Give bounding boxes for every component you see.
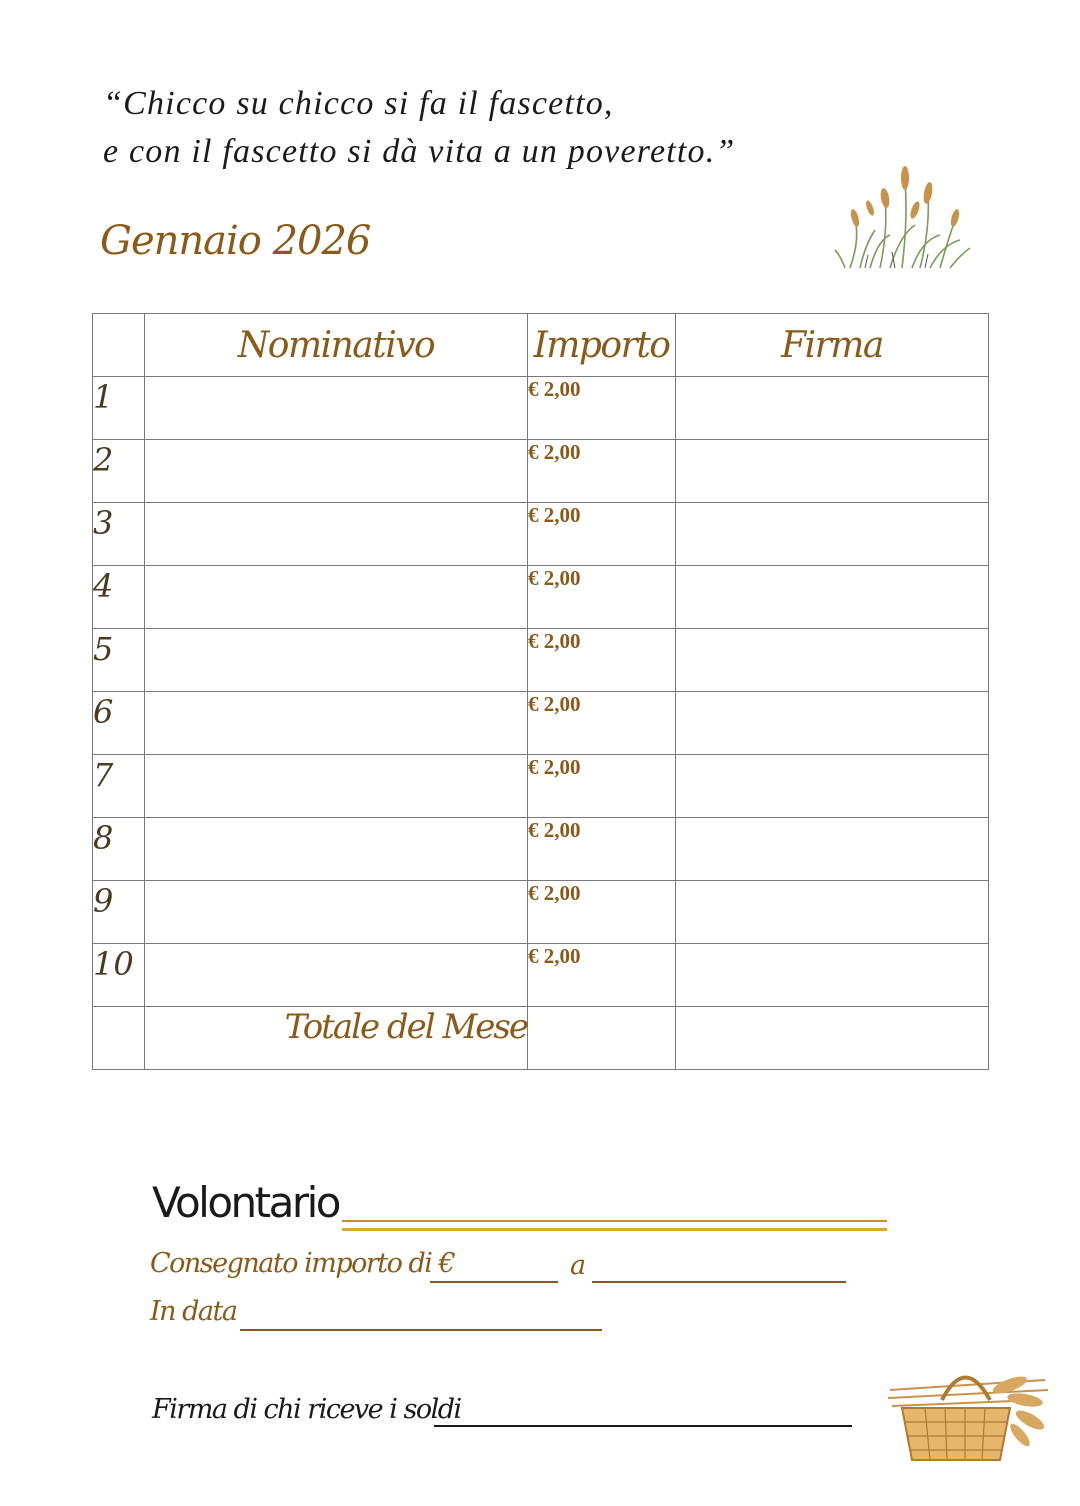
row-number: 8 xyxy=(93,818,145,881)
firma-cell[interactable] xyxy=(676,818,989,881)
importo-cell: € 2,00 xyxy=(528,944,676,1007)
firma-cell[interactable] xyxy=(676,566,989,629)
table-row xyxy=(93,755,989,818)
firma-cell[interactable] xyxy=(676,944,989,1007)
nominativo-cell[interactable] xyxy=(145,629,528,692)
table-row xyxy=(93,566,989,629)
row-number: 1 xyxy=(93,377,145,440)
nominativo-cell[interactable] xyxy=(145,503,528,566)
nominativo-cell[interactable] xyxy=(145,881,528,944)
consegnato-label: Consegnato importo di € xyxy=(150,1248,455,1279)
row-number: 4 xyxy=(93,566,145,629)
consegnato-amount-line[interactable] xyxy=(430,1281,558,1283)
importo-cell: € 2,00 xyxy=(528,692,676,755)
quote-line-1: “Chicco su chicco si fa il fascetto, xyxy=(103,85,614,122)
total-label: Totale del Mese xyxy=(145,1007,528,1070)
volontario-label: Volontario xyxy=(152,1178,339,1227)
firma-cell[interactable] xyxy=(676,629,989,692)
importo-cell: € 2,00 xyxy=(528,629,676,692)
header-firma: Firma xyxy=(676,314,989,377)
nominativo-cell[interactable] xyxy=(145,566,528,629)
quote xyxy=(103,80,736,176)
importo-cell: € 2,00 xyxy=(528,818,676,881)
importo-cell: € 2,00 xyxy=(528,881,676,944)
nominativo-cell[interactable] xyxy=(145,377,528,440)
table-row xyxy=(93,944,989,1007)
total-amount-cell[interactable] xyxy=(528,1007,676,1070)
table-row xyxy=(93,377,989,440)
importo-cell: € 2,00 xyxy=(528,566,676,629)
row-number: 3 xyxy=(93,503,145,566)
wheat-grass-icon xyxy=(830,160,975,275)
row-number: 7 xyxy=(93,755,145,818)
header-number xyxy=(93,314,145,377)
collection-table xyxy=(92,313,989,1070)
quote-line-2: e con il fascetto si dà vita a un poveretto.” xyxy=(103,133,736,170)
header-nominativo: Nominativo xyxy=(145,314,528,377)
importo-cell: € 2,00 xyxy=(528,755,676,818)
nominativo-cell[interactable] xyxy=(145,440,528,503)
volontario-line[interactable] xyxy=(342,1220,887,1231)
importo-cell: € 2,00 xyxy=(528,440,676,503)
table-header-row xyxy=(93,314,989,377)
month-title: Gennaio 2026 xyxy=(100,218,371,264)
nominativo-cell[interactable] xyxy=(145,755,528,818)
firma-riceve-line[interactable] xyxy=(434,1425,852,1427)
total-row xyxy=(93,1007,989,1070)
nominativo-cell[interactable] xyxy=(145,818,528,881)
table-row xyxy=(93,503,989,566)
importo-cell: € 2,00 xyxy=(528,503,676,566)
firma-cell[interactable] xyxy=(676,755,989,818)
header-importo: Importo xyxy=(528,314,676,377)
nominativo-cell[interactable] xyxy=(145,944,528,1007)
in-data-label: In data xyxy=(150,1296,237,1327)
table-row xyxy=(93,629,989,692)
row-number: 9 xyxy=(93,881,145,944)
table-row xyxy=(93,440,989,503)
table-row xyxy=(93,692,989,755)
wheat-basket-icon xyxy=(880,1360,1055,1480)
in-data-line[interactable] xyxy=(240,1329,602,1331)
total-firma-cell[interactable] xyxy=(676,1007,989,1070)
row-number: 2 xyxy=(93,440,145,503)
table-row xyxy=(93,881,989,944)
nominativo-cell[interactable] xyxy=(145,692,528,755)
table-row xyxy=(93,818,989,881)
firma-cell[interactable] xyxy=(676,503,989,566)
total-number-cell xyxy=(93,1007,145,1070)
firma-cell[interactable] xyxy=(676,692,989,755)
firma-cell[interactable] xyxy=(676,440,989,503)
row-number: 10 xyxy=(93,944,145,1007)
row-number: 6 xyxy=(93,692,145,755)
a-label: a xyxy=(570,1250,585,1281)
firma-riceve-label: Firma di chi riceve i soldi xyxy=(152,1394,461,1425)
importo-cell: € 2,00 xyxy=(528,377,676,440)
consegnato-recipient-line[interactable] xyxy=(592,1281,846,1283)
row-number: 5 xyxy=(93,629,145,692)
firma-cell[interactable] xyxy=(676,377,989,440)
firma-cell[interactable] xyxy=(676,881,989,944)
